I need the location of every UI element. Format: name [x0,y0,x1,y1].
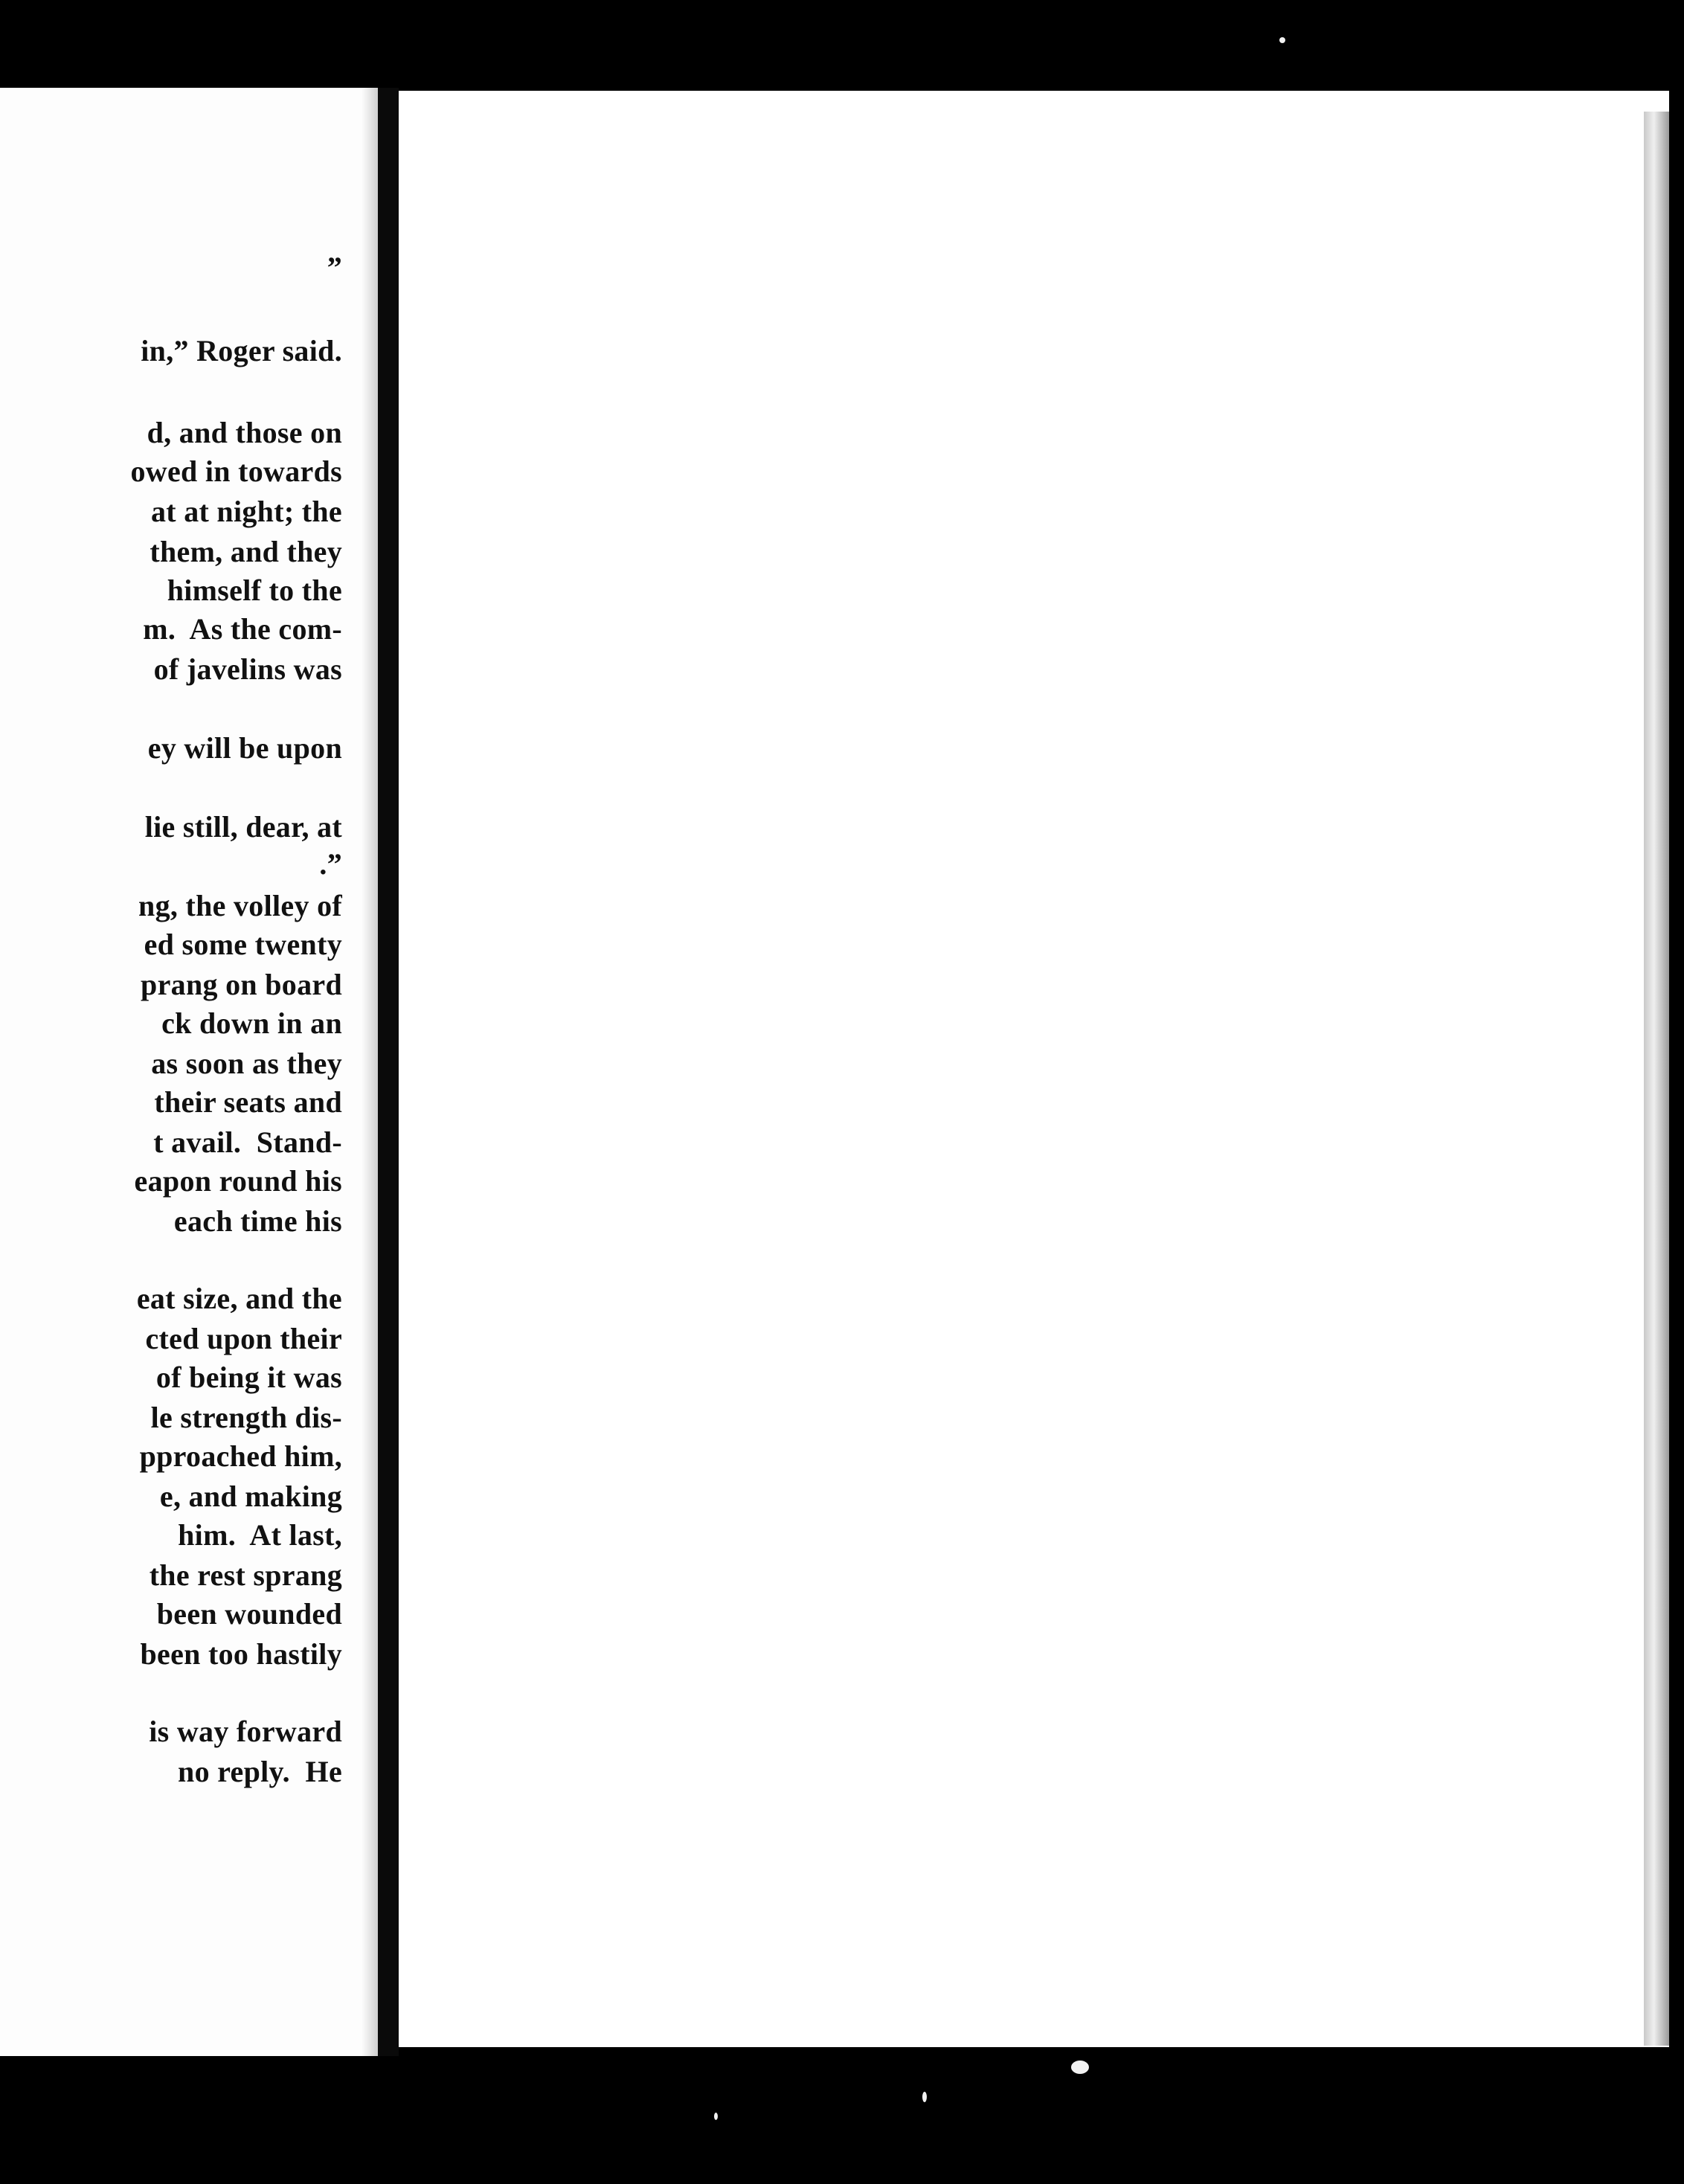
text-line: of javelins was [153,652,342,686]
text-line: pproached him, [139,1439,342,1473]
text-line: .” [319,847,342,881]
text-line: the rest sprang [149,1558,342,1592]
text-line: been wounded [156,1597,342,1631]
text-line: d, and those on [147,416,342,449]
text-line: of being it was [155,1361,342,1394]
text-line: eat size, and the [136,1282,342,1315]
text-line: ck down in an [161,1006,342,1040]
left-book-page [0,88,378,2056]
text-line: been too hastily [140,1637,342,1671]
text-line: their seats and [154,1085,342,1119]
text-line: as soon as they [151,1047,342,1080]
text-line: lie still, dear, at [144,810,342,844]
text-line: them, and they [150,535,342,568]
page-fold-shadow [361,88,378,2056]
text-line: owed in towards [130,455,342,488]
text-line: ed some twenty [144,928,342,961]
text-line: e, and making [159,1480,342,1513]
text-line: himself to the [167,574,342,607]
text-line: ey will be upon [147,731,342,765]
text-line: him. At last, [178,1518,342,1552]
text-line: m. As the com- [143,612,342,646]
right-book-page-blank [399,91,1669,2047]
text-line: prang on board [141,968,342,1001]
text-line: at at night; the [150,495,342,528]
scan-speck [714,2113,718,2120]
text-line: cted upon their [145,1322,342,1355]
text-line: le strength dis- [150,1401,342,1434]
scan-speck [1071,2061,1089,2074]
text-line: in,” Roger said. [141,334,342,367]
text-line: t avail. Stand- [153,1125,342,1159]
text-line: ” [327,251,342,284]
text-line: no reply. He [178,1755,342,1788]
page-edge-stack [1644,112,1669,2046]
book-gutter [378,88,399,2056]
text-line: each time his [173,1204,342,1238]
scan-speck [1279,37,1285,43]
scan-speck [922,2092,927,2102]
text-line: ng, the volley of [138,889,342,922]
text-line: is way forward [149,1715,342,1748]
text-line: eapon round his [134,1164,342,1198]
